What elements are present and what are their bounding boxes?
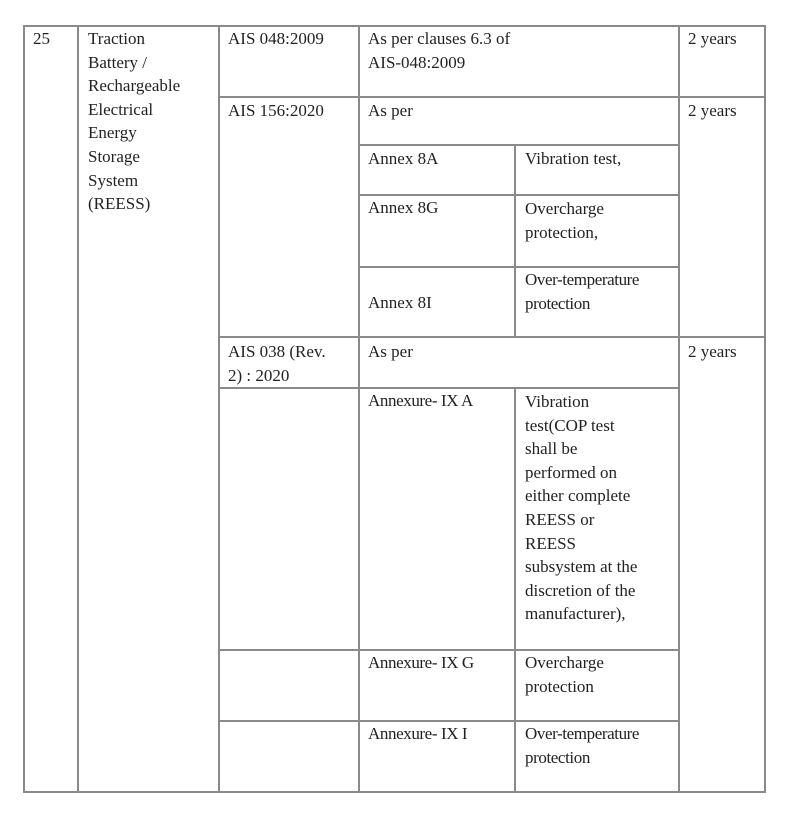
test-description: Over-temperature protection — [525, 270, 640, 313]
test-description: Vibration test(COP test shall be performed on either complete REESS or REESS subsystem at the discretion of the manufacturer), — [525, 392, 638, 624]
test-description: Overcharge protection, — [525, 199, 604, 242]
test-description: Over-temperature protection — [525, 724, 640, 767]
annex-reference: Annexure- IX I — [368, 724, 468, 743]
annex-reference: Annex 8G — [368, 198, 439, 217]
standard-code: AIS 048:2009 — [228, 29, 324, 48]
serial-number: 25 — [33, 29, 50, 48]
component-name: Traction Battery / Rechargeable Electrical Energy Storage System (REESS) — [88, 29, 181, 214]
test-description: Overcharge protection — [525, 653, 604, 696]
standard-requirement: As per — [368, 342, 413, 361]
test-description: Vibration test, — [525, 149, 622, 168]
cop-period: 2 years — [688, 29, 737, 48]
cop-period: 2 years — [688, 342, 737, 361]
annex-reference: Annex 8I — [368, 293, 432, 312]
standard-code: AIS 038 (Rev. 2) : 2020 — [228, 342, 326, 385]
annex-reference: Annex 8A — [368, 149, 439, 168]
annex-reference: Annexure- IX A — [368, 391, 473, 410]
annex-reference: Annexure- IX G — [368, 653, 474, 672]
standard-code: AIS 156:2020 — [228, 101, 324, 120]
standard-requirement: As per clauses 6.3 of AIS-048:2009 — [368, 29, 511, 72]
standard-requirement: As per — [368, 101, 413, 120]
cop-period: 2 years — [688, 101, 737, 120]
